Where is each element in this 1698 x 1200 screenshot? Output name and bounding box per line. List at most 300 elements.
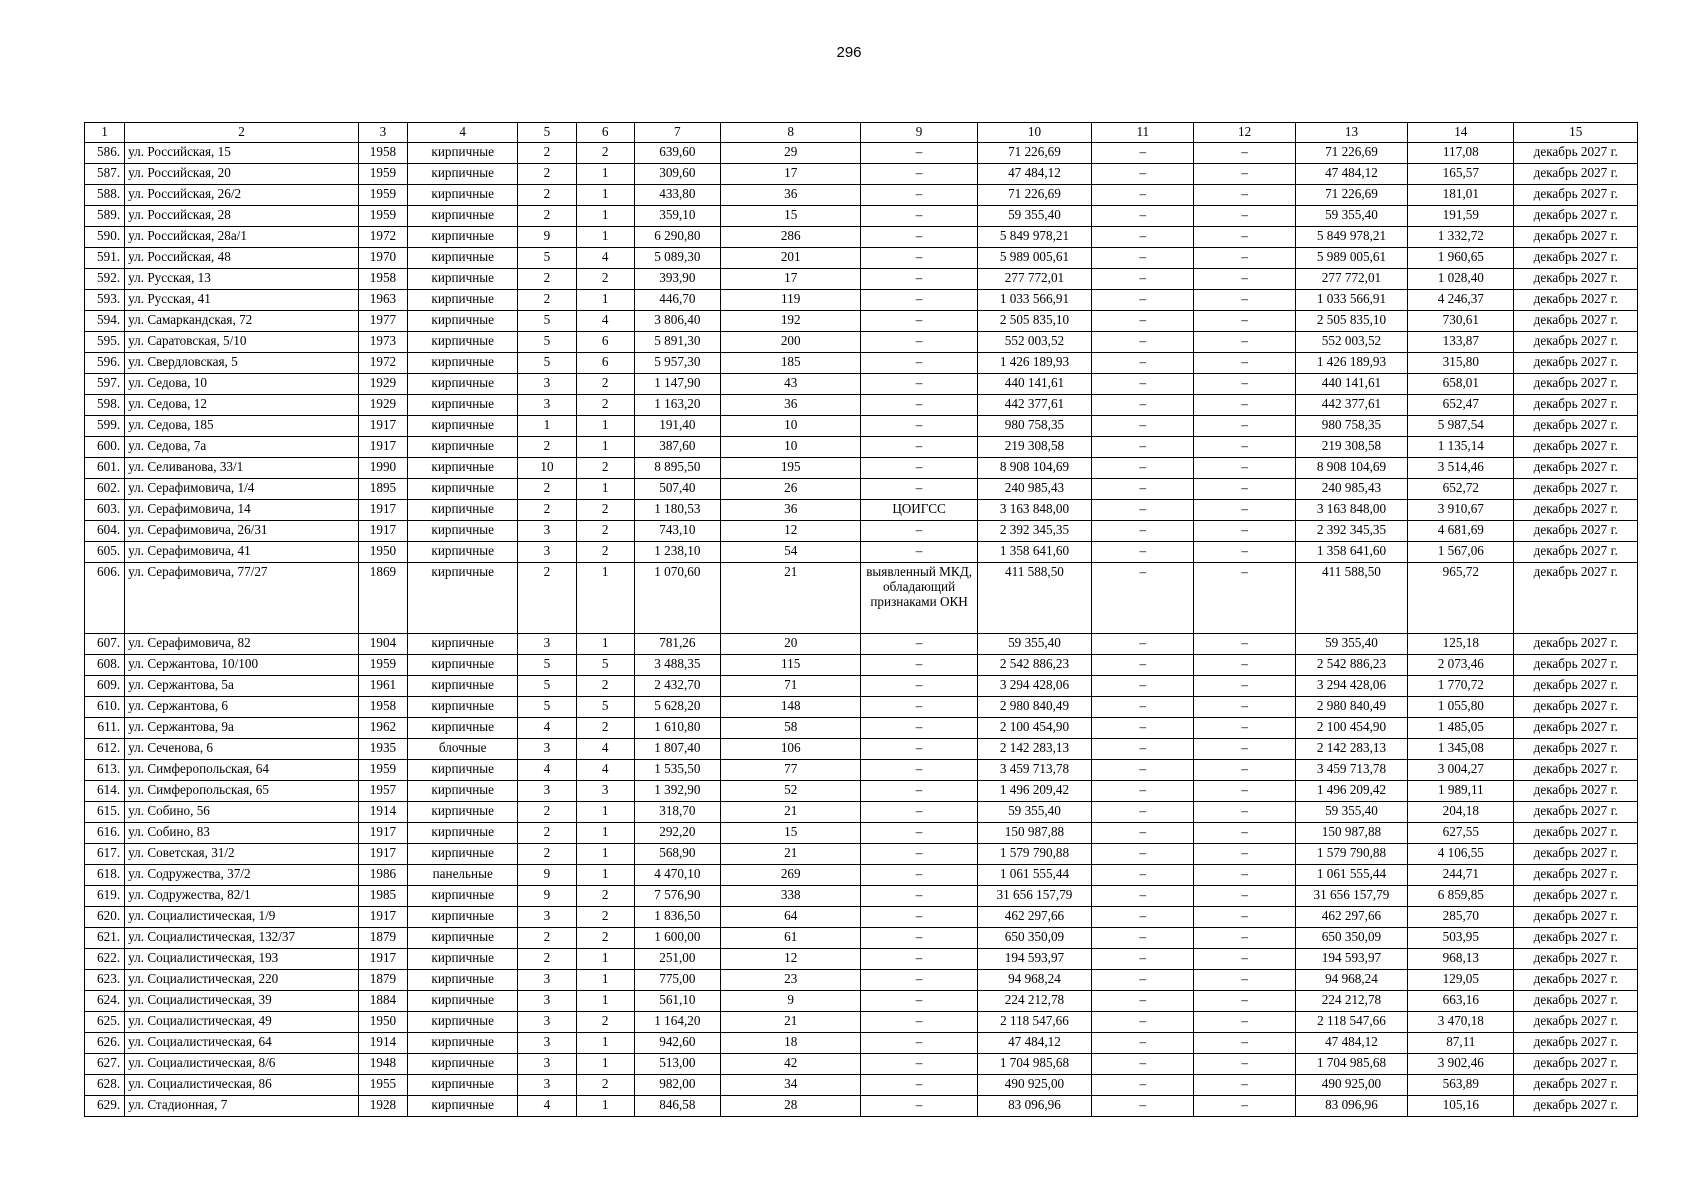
cell-cost-col-13: 552 003,52 [1295,332,1407,353]
cell-entrances: 1 [576,991,634,1012]
cell-cost-per-sqm: 285,70 [1408,907,1514,928]
cell-wall-material: кирпичные [408,206,518,227]
cell-okn-status: – [861,269,977,290]
cell-cost-col-11: – [1092,1012,1194,1033]
cell-cost-col-12: – [1194,164,1295,185]
cell-total-area: 743,10 [634,521,720,542]
cell-cost-col-11: – [1092,227,1194,248]
cell-cost-col-13: 277 772,01 [1295,269,1407,290]
cell-cost-col-13: 224 212,78 [1295,991,1407,1012]
cell-entrances: 2 [576,907,634,928]
cell-entrances: 5 [576,697,634,718]
cell-cost-col-11: – [1092,823,1194,844]
cell-cost-col-13: 2 505 835,10 [1295,311,1407,332]
cell-residents: 12 [720,949,860,970]
cell-entrances: 1 [576,949,634,970]
cell-cost-col-13: 59 355,40 [1295,802,1407,823]
cell-cost-total: 1 496 209,42 [977,781,1091,802]
column-header-14: 14 [1408,123,1514,143]
cell-total-area: 191,40 [634,416,720,437]
cell-cost-total: 3 294 428,06 [977,676,1091,697]
cell-residents: 29 [720,143,860,164]
table-body [85,143,1638,1117]
cell-wall-material: кирпичные [408,311,518,332]
cell-cost-col-12: – [1194,521,1295,542]
column-header-3: 3 [358,123,407,143]
cell-cost-per-sqm: 315,80 [1408,353,1514,374]
cell-cost-per-sqm: 3 910,67 [1408,500,1514,521]
table-row [85,521,1638,542]
cell-okn-status: – [861,437,977,458]
cell-residents: 115 [720,655,860,676]
cell-wall-material: кирпичные [408,697,518,718]
cell-total-area: 513,00 [634,1054,720,1075]
column-header-11: 11 [1092,123,1194,143]
cell-deadline: декабрь 2027 г. [1514,949,1638,970]
cell-cost-total: 47 484,12 [977,164,1091,185]
cell-total-area: 3 806,40 [634,311,720,332]
cell-cost-col-12: – [1194,479,1295,500]
cell-deadline: декабрь 2027 г. [1514,802,1638,823]
table-row [85,949,1638,970]
cell-okn-status: – [861,844,977,865]
cell-year-built: 1985 [358,886,407,907]
cell-floors: 5 [518,332,576,353]
cell-row-number: 627. [85,1054,125,1075]
cell-year-built: 1917 [358,437,407,458]
cell-entrances: 1 [576,164,634,185]
cell-year-built: 1917 [358,500,407,521]
cell-floors: 3 [518,739,576,760]
cell-floors: 5 [518,353,576,374]
cell-okn-status: – [861,185,977,206]
cell-deadline: декабрь 2027 г. [1514,479,1638,500]
table-row [85,437,1638,458]
cell-row-number: 625. [85,1012,125,1033]
cell-cost-col-13: 2 542 886,23 [1295,655,1407,676]
cell-cost-col-12: – [1194,655,1295,676]
cell-deadline: декабрь 2027 г. [1514,542,1638,563]
table-row [85,143,1638,164]
cell-wall-material: кирпичные [408,521,518,542]
cell-year-built: 1917 [358,949,407,970]
cell-okn-status: – [861,865,977,886]
cell-okn-status: – [861,928,977,949]
cell-cost-col-13: 442 377,61 [1295,395,1407,416]
cell-cost-col-11: – [1092,353,1194,374]
cell-floors: 9 [518,227,576,248]
cell-cost-total: 980 758,35 [977,416,1091,437]
cell-entrances: 2 [576,1012,634,1033]
cell-cost-col-12: – [1194,227,1295,248]
cell-deadline: декабрь 2027 г. [1514,634,1638,655]
cell-total-area: 568,90 [634,844,720,865]
cell-residents: 148 [720,697,860,718]
cell-year-built: 1950 [358,1012,407,1033]
cell-address: ул. Саратовская, 5/10 [125,332,359,353]
cell-cost-per-sqm: 5 987,54 [1408,416,1514,437]
cell-address: ул. Серафимовича, 41 [125,542,359,563]
cell-cost-col-13: 71 226,69 [1295,185,1407,206]
cell-cost-col-12: – [1194,437,1295,458]
column-header-9: 9 [861,123,977,143]
cell-deadline: декабрь 2027 г. [1514,844,1638,865]
cell-deadline: декабрь 2027 г. [1514,227,1638,248]
cell-total-area: 7 576,90 [634,886,720,907]
column-header-10: 10 [977,123,1091,143]
cell-cost-total: 1 033 566,91 [977,290,1091,311]
cell-cost-per-sqm: 658,01 [1408,374,1514,395]
cell-address: ул. Советская, 31/2 [125,844,359,865]
cell-cost-per-sqm: 117,08 [1408,143,1514,164]
table-row [85,563,1638,634]
cell-deadline: декабрь 2027 г. [1514,991,1638,1012]
cell-floors: 3 [518,781,576,802]
column-header-15: 15 [1514,123,1638,143]
cell-cost-total: 650 350,09 [977,928,1091,949]
cell-row-number: 615. [85,802,125,823]
cell-cost-per-sqm: 204,18 [1408,802,1514,823]
cell-row-number: 614. [85,781,125,802]
cell-entrances: 1 [576,802,634,823]
cell-okn-status: выявленный МКД, обладающий признаками ОКН [861,563,977,634]
cell-okn-status: – [861,290,977,311]
cell-year-built: 1935 [358,739,407,760]
cell-cost-col-12: – [1194,1054,1295,1075]
cell-cost-total: 1 358 641,60 [977,542,1091,563]
cell-deadline: декабрь 2027 г. [1514,676,1638,697]
cell-residents: 36 [720,185,860,206]
cell-entrances: 1 [576,865,634,886]
cell-entrances: 2 [576,374,634,395]
cell-total-area: 1 180,53 [634,500,720,521]
cell-deadline: декабрь 2027 г. [1514,395,1638,416]
cell-cost-col-12: – [1194,802,1295,823]
table-row [85,928,1638,949]
cell-residents: 28 [720,1096,860,1117]
cell-okn-status: – [861,1012,977,1033]
cell-row-number: 612. [85,739,125,760]
cell-residents: 119 [720,290,860,311]
table-row [85,164,1638,185]
cell-year-built: 1929 [358,395,407,416]
cell-row-number: 626. [85,1033,125,1054]
cell-deadline: декабрь 2027 г. [1514,500,1638,521]
cell-cost-per-sqm: 503,95 [1408,928,1514,949]
cell-row-number: 609. [85,676,125,697]
table-row [85,416,1638,437]
cell-entrances: 2 [576,500,634,521]
cell-residents: 201 [720,248,860,269]
cell-cost-col-12: – [1194,1096,1295,1117]
cell-floors: 2 [518,185,576,206]
cell-cost-total: 59 355,40 [977,206,1091,227]
cell-residents: 192 [720,311,860,332]
cell-entrances: 1 [576,823,634,844]
cell-cost-per-sqm: 129,05 [1408,970,1514,991]
table-row [85,227,1638,248]
cell-year-built: 1879 [358,970,407,991]
cell-year-built: 1961 [358,676,407,697]
cell-residents: 338 [720,886,860,907]
cell-floors: 3 [518,542,576,563]
cell-residents: 21 [720,802,860,823]
cell-year-built: 1914 [358,802,407,823]
cell-residents: 195 [720,458,860,479]
cell-total-area: 982,00 [634,1075,720,1096]
cell-cost-col-12: – [1194,500,1295,521]
cell-deadline: декабрь 2027 г. [1514,865,1638,886]
cell-year-built: 1950 [358,542,407,563]
cell-address: ул. Сержантова, 9а [125,718,359,739]
cell-total-area: 1 238,10 [634,542,720,563]
cell-cost-col-11: – [1092,479,1194,500]
cell-total-area: 1 836,50 [634,907,720,928]
cell-wall-material: кирпичные [408,374,518,395]
cell-floors: 3 [518,907,576,928]
cell-row-number: 588. [85,185,125,206]
cell-cost-col-11: – [1092,206,1194,227]
cell-year-built: 1917 [358,416,407,437]
cell-floors: 5 [518,248,576,269]
cell-wall-material: кирпичные [408,542,518,563]
cell-cost-per-sqm: 3 470,18 [1408,1012,1514,1033]
cell-okn-status: – [861,1054,977,1075]
cell-row-number: 602. [85,479,125,500]
cell-deadline: декабрь 2027 г. [1514,928,1638,949]
cell-okn-status: – [861,907,977,928]
cell-entrances: 2 [576,928,634,949]
cell-floors: 2 [518,290,576,311]
cell-cost-col-11: – [1092,374,1194,395]
cell-year-built: 1958 [358,697,407,718]
cell-cost-total: 71 226,69 [977,143,1091,164]
cell-address: ул. Селиванова, 33/1 [125,458,359,479]
cell-cost-col-12: – [1194,416,1295,437]
cell-residents: 54 [720,542,860,563]
cell-cost-per-sqm: 1 485,05 [1408,718,1514,739]
column-header-7: 7 [634,123,720,143]
cell-cost-per-sqm: 968,13 [1408,949,1514,970]
cell-cost-col-13: 1 704 985,68 [1295,1054,1407,1075]
cell-row-number: 604. [85,521,125,542]
table-row [85,1012,1638,1033]
cell-okn-status: – [861,353,977,374]
cell-deadline: декабрь 2027 г. [1514,311,1638,332]
cell-floors: 9 [518,886,576,907]
cell-wall-material: кирпичные [408,227,518,248]
cell-floors: 3 [518,634,576,655]
cell-cost-col-12: – [1194,886,1295,907]
cell-cost-col-12: – [1194,676,1295,697]
cell-residents: 34 [720,1075,860,1096]
cell-residents: 17 [720,269,860,290]
cell-entrances: 1 [576,1033,634,1054]
cell-cost-col-13: 2 100 454,90 [1295,718,1407,739]
cell-total-area: 781,26 [634,634,720,655]
cell-floors: 3 [518,991,576,1012]
table-row [85,1075,1638,1096]
cell-row-number: 613. [85,760,125,781]
cell-okn-status: ЦОИГСС [861,500,977,521]
cell-deadline: декабрь 2027 г. [1514,718,1638,739]
cell-wall-material: кирпичные [408,802,518,823]
cell-cost-col-12: – [1194,290,1295,311]
cell-entrances: 2 [576,521,634,542]
cell-address: ул. Социалистическая, 220 [125,970,359,991]
cell-cost-col-11: – [1092,697,1194,718]
cell-total-area: 775,00 [634,970,720,991]
cell-address: ул. Серафимовича, 1/4 [125,479,359,500]
table-row [85,823,1638,844]
cell-cost-col-12: – [1194,248,1295,269]
cell-cost-total: 219 308,58 [977,437,1091,458]
cell-cost-col-13: 47 484,12 [1295,1033,1407,1054]
cell-cost-col-13: 5 989 005,61 [1295,248,1407,269]
cell-cost-per-sqm: 165,57 [1408,164,1514,185]
cell-year-built: 1972 [358,227,407,248]
cell-deadline: декабрь 2027 г. [1514,1033,1638,1054]
table-row [85,970,1638,991]
cell-total-area: 4 470,10 [634,865,720,886]
cell-entrances: 1 [576,185,634,206]
cell-total-area: 292,20 [634,823,720,844]
cell-deadline: декабрь 2027 г. [1514,1012,1638,1033]
cell-wall-material: кирпичные [408,563,518,634]
cell-total-area: 3 488,35 [634,655,720,676]
cell-deadline: декабрь 2027 г. [1514,781,1638,802]
cell-cost-col-12: – [1194,395,1295,416]
cell-cost-col-11: – [1092,563,1194,634]
cell-wall-material: кирпичные [408,416,518,437]
cell-address: ул. Социалистическая, 49 [125,1012,359,1033]
cell-cost-col-13: 59 355,40 [1295,634,1407,655]
cell-total-area: 1 610,80 [634,718,720,739]
cell-floors: 2 [518,823,576,844]
cell-cost-col-13: 240 985,43 [1295,479,1407,500]
table-row [85,458,1638,479]
cell-wall-material: кирпичные [408,353,518,374]
cell-cost-col-13: 650 350,09 [1295,928,1407,949]
cell-total-area: 446,70 [634,290,720,311]
cell-row-number: 605. [85,542,125,563]
table-row [85,844,1638,865]
cell-residents: 9 [720,991,860,1012]
cell-floors: 1 [518,416,576,437]
table-row [85,655,1638,676]
cell-floors: 2 [518,269,576,290]
cell-entrances: 4 [576,248,634,269]
cell-wall-material: кирпичные [408,1054,518,1075]
cell-residents: 21 [720,1012,860,1033]
cell-floors: 3 [518,521,576,542]
cell-residents: 269 [720,865,860,886]
cell-cost-col-13: 1 061 555,44 [1295,865,1407,886]
cell-cost-per-sqm: 663,16 [1408,991,1514,1012]
cell-cost-col-11: – [1092,802,1194,823]
cell-residents: 42 [720,1054,860,1075]
cell-okn-status: – [861,542,977,563]
table-row [85,634,1638,655]
cell-floors: 2 [518,206,576,227]
cell-okn-status: – [861,718,977,739]
cell-wall-material: кирпичные [408,1033,518,1054]
cell-deadline: декабрь 2027 г. [1514,206,1638,227]
cell-cost-col-11: – [1092,970,1194,991]
cell-okn-status: – [861,991,977,1012]
cell-deadline: декабрь 2027 г. [1514,143,1638,164]
cell-deadline: декабрь 2027 г. [1514,353,1638,374]
cell-floors: 9 [518,865,576,886]
cell-cost-col-12: – [1194,374,1295,395]
cell-residents: 20 [720,634,860,655]
cell-row-number: 594. [85,311,125,332]
cell-cost-col-13: 3 294 428,06 [1295,676,1407,697]
cell-cost-col-12: – [1194,970,1295,991]
cell-residents: 21 [720,563,860,634]
cell-address: ул. Сержантова, 5а [125,676,359,697]
cell-residents: 23 [720,970,860,991]
cell-row-number: 593. [85,290,125,311]
cell-floors: 2 [518,143,576,164]
cell-residents: 286 [720,227,860,248]
cell-wall-material: кирпичные [408,1096,518,1117]
table-row [85,374,1638,395]
cell-wall-material: кирпичные [408,991,518,1012]
header-row [85,123,1638,143]
cell-year-built: 1959 [358,655,407,676]
cell-residents: 17 [720,164,860,185]
cell-cost-col-11: – [1092,1033,1194,1054]
cell-total-area: 846,58 [634,1096,720,1117]
table-row [85,542,1638,563]
cell-residents: 185 [720,353,860,374]
cell-entrances: 1 [576,416,634,437]
cell-floors: 5 [518,676,576,697]
cell-cost-col-11: – [1092,676,1194,697]
cell-wall-material: кирпичные [408,676,518,697]
table-row [85,865,1638,886]
cell-deadline: декабрь 2027 г. [1514,437,1638,458]
cell-cost-col-11: – [1092,143,1194,164]
cell-floors: 5 [518,655,576,676]
cell-row-number: 608. [85,655,125,676]
cell-cost-total: 2 100 454,90 [977,718,1091,739]
cell-entrances: 2 [576,886,634,907]
column-header-4: 4 [408,123,518,143]
cell-cost-total: 94 968,24 [977,970,1091,991]
cell-cost-per-sqm: 1 055,80 [1408,697,1514,718]
cell-cost-col-12: – [1194,844,1295,865]
cell-address: ул. Социалистическая, 39 [125,991,359,1012]
cell-cost-col-13: 411 588,50 [1295,563,1407,634]
cell-floors: 2 [518,164,576,185]
cell-deadline: декабрь 2027 г. [1514,907,1638,928]
cell-cost-col-13: 31 656 157,79 [1295,886,1407,907]
cell-address: ул. Серафимовича, 26/31 [125,521,359,542]
cell-total-area: 1 600,00 [634,928,720,949]
cell-address: ул. Социалистическая, 64 [125,1033,359,1054]
cell-okn-status: – [861,823,977,844]
cell-year-built: 1957 [358,781,407,802]
cell-cost-col-12: – [1194,1075,1295,1096]
cell-residents: 52 [720,781,860,802]
cell-cost-col-13: 2 980 840,49 [1295,697,1407,718]
cell-cost-total: 71 226,69 [977,185,1091,206]
cell-okn-status: – [861,676,977,697]
cell-entrances: 2 [576,395,634,416]
cell-residents: 36 [720,500,860,521]
